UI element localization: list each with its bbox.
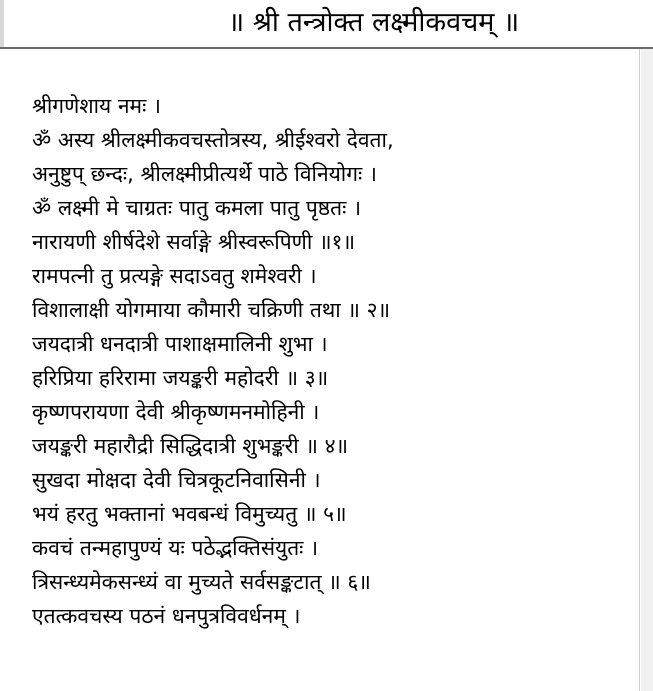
verse-line: भयं हरतु भक्तानां भवबन्धं विमुच्यतु ॥ ५॥ xyxy=(32,502,347,526)
verse-line: जयङ्करी महारौद्री सिद्धिदात्री शुभङ्करी ॥ ४॥ xyxy=(32,434,349,458)
verse-list xyxy=(32,89,394,633)
window-edge xyxy=(0,0,4,47)
verse-line: अनुष्टुप् छन्दः, श्रीलक्ष्मीप्रीत्यर्थे पाठे विनियोगः । xyxy=(32,162,377,186)
verse-line: सुखदा मोक्षदा देवी चित्रकूटनिवासिनी । xyxy=(32,468,321,492)
title-bar xyxy=(0,0,653,49)
page-title: ॥ श्री तन्त्रोक्त लक्ष्मीकवचम् ॥ xyxy=(228,7,520,38)
verse-line: हरिप्रिया हरिरामा जयङ्करी महोदरी ॥ ३॥ xyxy=(32,366,329,390)
vertical-scrollbar[interactable] xyxy=(641,49,653,691)
verse-line: कृष्णपरायणा देवी श्रीकृष्णमनमोहिनी । xyxy=(32,400,320,424)
verse-line: त्रिसन्ध्यमेकसन्ध्यं वा मुच्यते सर्वसङ्कटात् ॥ ६॥ xyxy=(32,570,371,594)
verse-line: श्रीगणेशाय नमः । xyxy=(32,94,161,118)
verse-line: जयदात्री धनदात्री पाशाक्षमालिनी शुभा । xyxy=(32,332,328,356)
verse-line: रामपत्नी तु प्रत्यङ्गे सदाऽवतु शमेश्वरी । xyxy=(32,264,317,288)
verse-line: विशालाक्षी योगमाया कौमारी चक्रिणी तथा ॥ २॥ xyxy=(32,298,391,322)
verse-line: कवचं तन्महापुण्यं यः पठेद्भक्तिसंयुतः । xyxy=(32,536,319,560)
verse-line: ॐ लक्ष्मी मे चाग्रतः पातु कमला पातु पृष्ठतः । xyxy=(32,196,362,220)
verse-line: नारायणी शीर्षदेशे सर्वाङ्गे श्रीस्वरूपिणी ॥१॥ xyxy=(32,230,356,254)
verse-line: ॐ अस्य श्रीलक्ष्मीकवचस्तोत्रस्य, श्रीईश्वरो देवता, xyxy=(32,128,394,152)
verse-line: एतत्कवचस्य पठनं धनपुत्रविवर्धनम् । xyxy=(32,604,301,628)
